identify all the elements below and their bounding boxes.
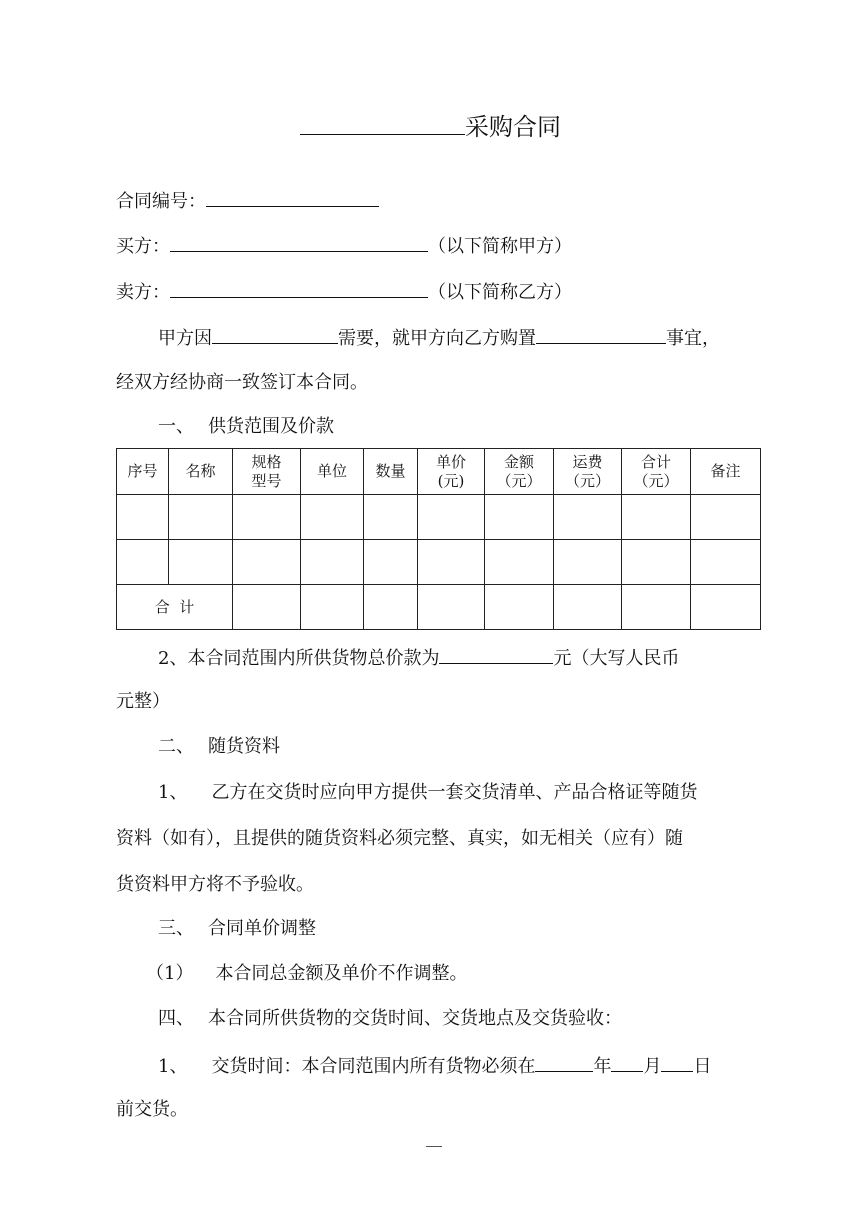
intro-line-2: 经双方经协商一致签订本合同。 (116, 372, 368, 393)
section-2-number: 二、 (158, 736, 194, 757)
section-1-number: 一、 (158, 416, 194, 437)
table-cell[interactable] (418, 585, 485, 630)
section-3-title: 合同单价调整 (208, 918, 316, 939)
clause-2-part-b: 元（大写人民币 (553, 648, 680, 669)
header-cell: 运费 （元） (554, 449, 622, 495)
seller-blank (170, 279, 428, 298)
seller-suffix: （以下简称乙方） (428, 282, 572, 303)
s2-clause-1-text: 乙方在交货时应向甲方提供一套交货清单、产品合格证等随货 (211, 782, 698, 803)
s2-clause-1-line-1 (158, 781, 697, 805)
table-cell[interactable] (364, 585, 418, 630)
header-cell: 金额 （元） (485, 449, 554, 495)
buyer-suffix: （以下简称甲方） (428, 236, 572, 257)
table-cell[interactable] (485, 540, 554, 585)
table-cell[interactable] (622, 495, 691, 540)
buyer-line (116, 233, 572, 259)
table-cell[interactable] (554, 540, 622, 585)
buyer-blank (170, 233, 428, 252)
month-label: 月 (643, 1056, 662, 1077)
header-cell: 单价 (元) (418, 449, 485, 495)
day-label: 日 (693, 1056, 712, 1077)
intro-part-1: 甲方因 (158, 328, 212, 349)
table-cell[interactable] (691, 540, 761, 585)
table-cell[interactable] (418, 540, 485, 585)
section-3-number: 三、 (158, 918, 194, 939)
contract-no-blank (206, 188, 379, 207)
table-cell[interactable] (691, 585, 761, 630)
table-cell[interactable] (485, 495, 554, 540)
s3-clause-1-text: 本合同总金额及单价不作调整。 (215, 963, 468, 984)
table-cell[interactable] (418, 495, 485, 540)
table-cell[interactable] (233, 540, 301, 585)
header-cell: 单位 (301, 449, 364, 495)
table-total-row (117, 585, 761, 630)
header-cell: 序号 (117, 449, 169, 495)
table-cell[interactable] (233, 585, 301, 630)
header-cell: 名称 (169, 449, 233, 495)
section-4-number: 四、 (158, 1008, 194, 1029)
table-cell[interactable] (554, 495, 622, 540)
year-label: 年 (593, 1056, 612, 1077)
s2-clause-1-line-3: 货资料甲方将不予验收。 (116, 874, 314, 895)
year-blank (535, 1053, 593, 1072)
seller-line (116, 279, 572, 305)
table-cell[interactable] (364, 540, 418, 585)
section-3-heading (158, 917, 316, 941)
s3-clause-1-number: （1） (146, 963, 194, 984)
contract-no-label: 合同编号： (116, 191, 206, 212)
section-1-title: 供货范围及价款 (208, 416, 334, 437)
total-price-blank (439, 645, 553, 664)
table-cell[interactable] (169, 495, 233, 540)
intro-blank-1 (212, 325, 338, 344)
intro-line-1 (158, 325, 720, 351)
table-cell[interactable] (622, 540, 691, 585)
clause-2-line-1 (158, 645, 679, 671)
table-row (117, 540, 761, 585)
table-cell[interactable] (691, 495, 761, 540)
table-cell[interactable] (485, 585, 554, 630)
s3-clause-1-line (146, 962, 467, 986)
clause-2-part-a: 2、本合同范围内所供货物总价款为 (158, 648, 440, 669)
buyer-label: 买方： (116, 236, 170, 257)
section-4-title: 本合同所供货物的交货时间、交货地点及交货验收： (208, 1008, 622, 1029)
intro-part-3: 事宜， (666, 328, 720, 349)
contract-no-line (116, 188, 379, 214)
s4-clause-1-number: 1、 (158, 1056, 188, 1077)
goods-table (116, 448, 761, 630)
header-cell: 数量 (364, 449, 418, 495)
seller-label: 卖方： (116, 282, 170, 303)
section-2-title: 随货资料 (208, 736, 280, 757)
header-cell: 规格 型号 (233, 449, 301, 495)
section-2-heading (158, 735, 280, 759)
table-cell[interactable] (117, 495, 169, 540)
s2-clause-1-number: 1、 (158, 782, 188, 803)
table-cell[interactable] (301, 540, 364, 585)
table-header-row (117, 449, 761, 495)
section-4-heading (158, 1007, 622, 1031)
table-cell[interactable] (233, 495, 301, 540)
s2-clause-1-line-2: 资料（如有），且提供的随货资料必须完整、真实，如无相关（应有）随 (116, 828, 683, 849)
table-cell[interactable] (554, 585, 622, 630)
month-blank (611, 1053, 643, 1072)
s4-clause-1-line-1 (158, 1053, 711, 1079)
s4-clause-1-line-2: 前交货。 (116, 1099, 188, 1120)
table-cell[interactable] (169, 540, 233, 585)
table-row (117, 495, 761, 540)
header-cell: 备注 (691, 449, 761, 495)
table-cell[interactable] (301, 495, 364, 540)
day-blank (661, 1053, 693, 1072)
page-title: 采购合同 (465, 113, 561, 141)
s4-clause-1-text: 交货时间：本合同范围内所有货物必须在 (211, 1056, 536, 1077)
page-number-mark (426, 1146, 442, 1147)
intro-blank-2 (536, 325, 666, 344)
section-1-heading (158, 415, 334, 439)
table-cell[interactable] (301, 585, 364, 630)
table-cell[interactable] (117, 540, 169, 585)
total-label: 合 计 (117, 585, 233, 630)
title-blank (300, 110, 465, 135)
table-cell[interactable] (622, 585, 691, 630)
clause-2-line-2: 元整） (116, 691, 170, 712)
table-cell[interactable] (364, 495, 418, 540)
header-cell: 合计 （元） (622, 449, 691, 495)
intro-part-2: 需要，就甲方向乙方购置 (338, 328, 536, 349)
title-line (300, 110, 561, 142)
